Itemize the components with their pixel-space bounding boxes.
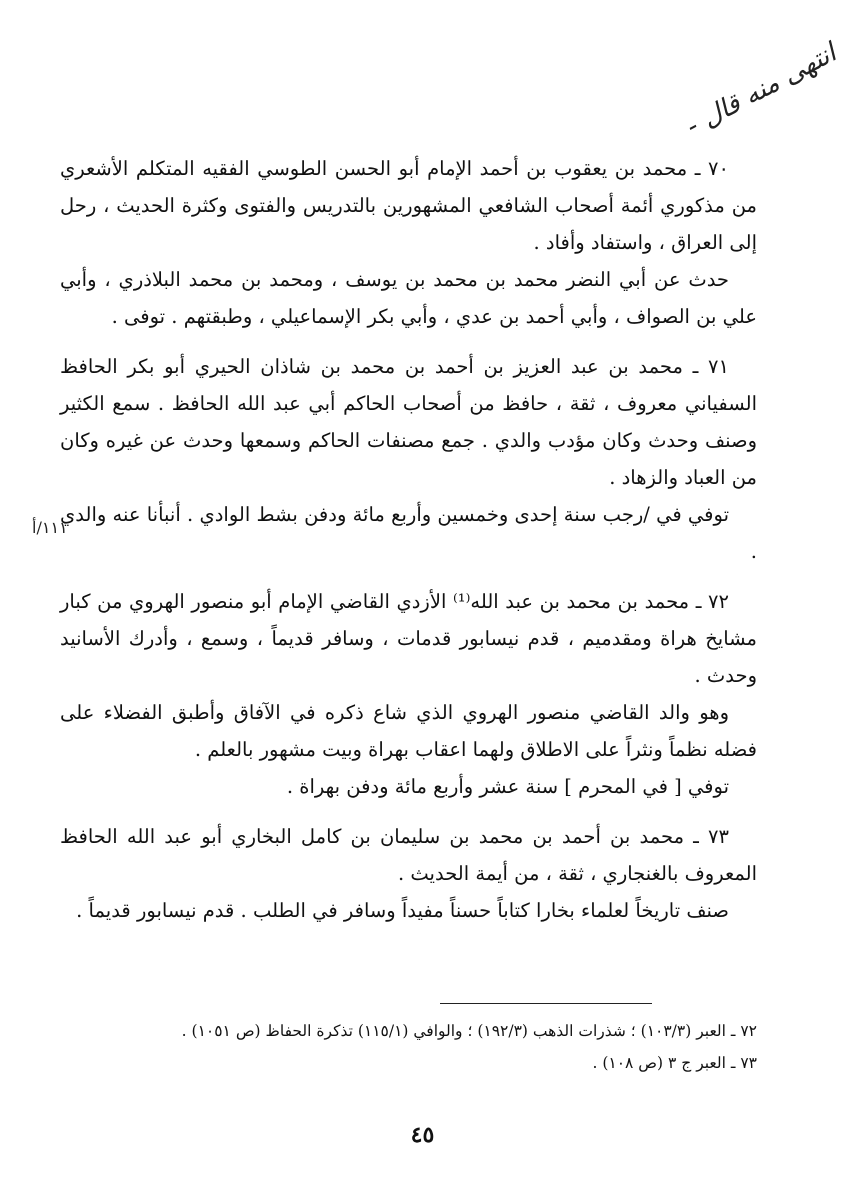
page-number: ٤٥	[410, 1122, 435, 1148]
entry-73-paragraph-1: ٧٣ ـ محمد بن أحمد بن محمد بن سليمان بن كامل البخاري أبو عبد الله الحافظ المعروف بالغنجاري ، ثقة ، من أيمة الحديث .	[60, 825, 757, 885]
footnote-separator	[440, 1003, 652, 1004]
entry-72-paragraph-2: وهو والد القاضي منصور الهروي الذي شاع ذكره في الآفاق وأطبق الفضلاء على فضله نظماً ونثراً على الاطلاق ولهما اعقاب بهراة وبيت مشهور بالعلم .	[60, 701, 757, 761]
manuscript-folio-reference: ١١١/أ	[32, 518, 68, 537]
entry-70-paragraph-2: حدث عن أبي النضر محمد بن محمد بن يوسف ، ومحمد بن محمد البلاذري ، وأبي علي بن الصواف ، وأبي أحمد بن عدي ، وأبي بكر الإسماعيلي ، وطبقتهم . توفى .	[60, 268, 757, 328]
main-text	[60, 150, 757, 929]
footnote-73: ٧٣ ـ العبر ج ٣ (ص ١٠٨) .	[592, 1054, 757, 1072]
handwritten-note: انتهى منه قال -	[681, 38, 842, 142]
entry-73-paragraph-2: صنف تاريخاً لعلماء بخارا كتاباً حسناً مفيداً وسافر في الطلب . قدم نيسابور قديماً .	[76, 899, 729, 922]
entry-72-paragraph-1: ٧٢ ـ محمد بن محمد بن عبد الله⁽¹⁾ الأزدي القاضي الإمام أبو منصور الهروي من كبار مشايخ هراة ومقدميم ، قدم نيسابور قدمات ، وسافر قديماً ، وسمع ، وأدرك الأسانيد وحدث .	[60, 590, 757, 687]
entry-71-paragraph-2: توفي في /رجب سنة إحدى وخمسين وأربع مائة ودفن بشط الوادي . أنبأنا عنه والدي .	[60, 503, 757, 563]
footnotes	[60, 1018, 757, 1082]
footnote-72: ٧٢ ـ العبر (١٠٣/٣) ؛ شذرات الذهب (١٩٢/٣) ؛ والوافي (١١٥/١) تذكرة الحفاظ (ص ١٠٥١) .	[181, 1022, 757, 1040]
entry-72-paragraph-3: توفي [ في المحرم ] سنة عشر وأربع مائة ودفن بهراة .	[286, 775, 729, 798]
entry-70-paragraph-1: ٧٠ ـ محمد بن يعقوب بن أحمد الإمام أبو الحسن الطوسي الفقيه المتكلم الأشعري من مذكوري أئمة أصحاب الشافعي المشهورين بالتدريس والفتوى وكثرة الحديث ، رحل إلى العراق ، واستفاد وأفاد .	[60, 157, 757, 254]
entry-71-paragraph-1: ٧١ ـ محمد بن عبد العزيز بن أحمد بن محمد بن شاذان الحيري أبو بكر الحافظ السفياني معروف ، ثقة ، حافظ من أصحاب الحاكم أبي عبد الله الحافظ . سمع الكثير وصنف وحدث وكان مؤدب والدي . جمع مصنفات الحاكم وسمعها وحدث عن غيره وكان من العباد والزهاد .	[60, 355, 757, 489]
